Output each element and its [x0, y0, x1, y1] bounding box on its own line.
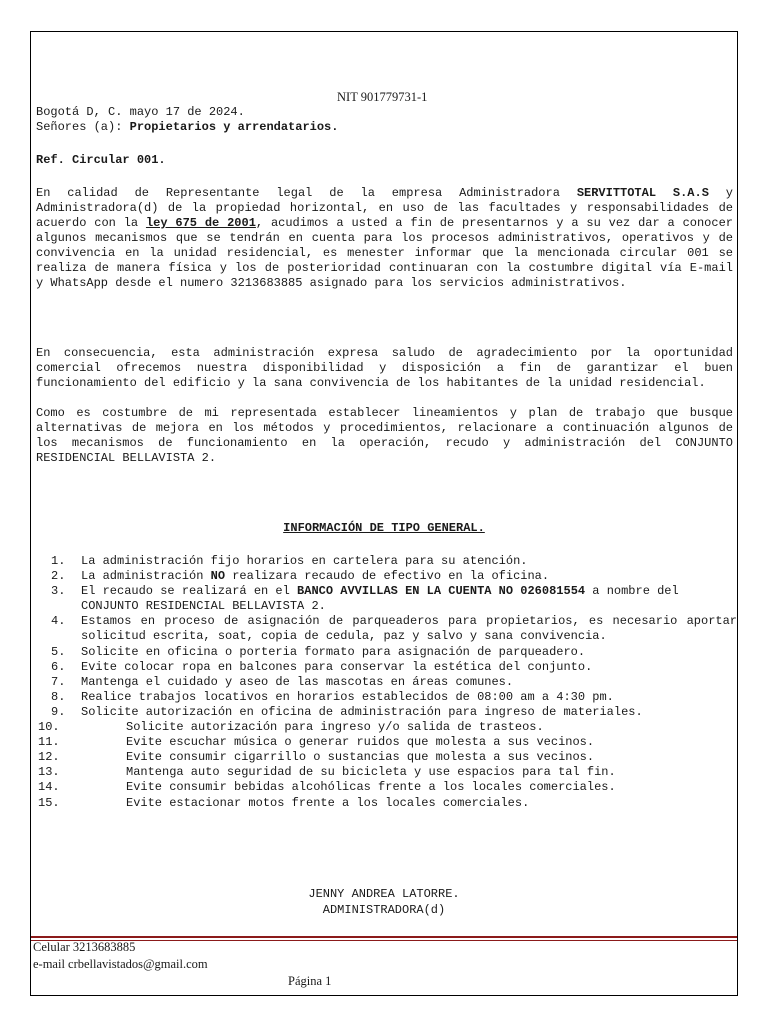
paragraph-intro [36, 186, 733, 291]
addressee-prefix: Señores (a): [36, 120, 130, 134]
list-item-text: Realice trabajos locativos en horarios establecidos de 08:00 am a 4:30 pm. [81, 689, 614, 704]
section-title: INFORMACIÓN DE TIPO GENERAL. [283, 521, 485, 535]
list-item-text: Evite estacionar motos frente a los locales comerciales. [126, 795, 530, 810]
list-item-number: 15. [38, 795, 60, 810]
list-item [31, 660, 737, 675]
list-item-text: a nombre del CONJUNTO RESIDENCIAL BELLAVISTA 2. [81, 584, 679, 614]
list-item-number: 13. [38, 765, 60, 780]
list-item [31, 705, 737, 720]
list-item-number: 14. [38, 780, 60, 795]
paragraph-intro-text-c: , acudimos a usted a fin de presentarnos y a su vez dar a conocer algunos mecanismos que se tendrán en cuenta para los procesos administrativos, operativos y de convivencia en la unidad residencial, es menester informar que la mencionada circular 001 se realiza de manera física y los de posterioridad continuaran con la costumbre digital vía E-mail y WhatsApp desde el numero 3213683885 asignado para los servicios administrativos. [36, 216, 733, 290]
list-item-text: realizara recaudo de efectivo en la oficina. [225, 569, 550, 584]
list-item-number: 3. [51, 584, 66, 599]
list-item [31, 765, 737, 780]
footer-rule-thin [31, 940, 737, 941]
list-item-number: 8. [51, 689, 66, 704]
list-item-text: Estamos en proceso de asignación de parqueaderos para propietarios, es necesario aportar solicitud escrita, soat, copia de cedula, paz y salvo y sana convivencia. [81, 614, 737, 644]
list-item [31, 780, 737, 795]
list-item-text: Mantenga el cuidado y aseo de las mascotas en áreas comunes. [81, 674, 514, 689]
list-item-number: 4. [51, 614, 66, 629]
list-item-text: Evite escuchar música o generar ruidos que molesta a sus vecinos. [126, 735, 595, 750]
paragraph-consequence: En consecuencia, esta administración expresa saludo de agradecimiento por la oportunidad comercial ofrecemos nuestra disponibilidad y disposición a fin de garantizar el buen funcionamiento del edificio y la sana convivencia de los habitantes de la unidad residencial. [36, 346, 733, 390]
list-item-number: 7. [51, 674, 66, 689]
paragraph-intro-text-b: y Administradora(d) de la propiedad horizontal, en uso de las facultades y responsabilidades de acuerdo con la [36, 186, 734, 230]
list-item-text: Evite consumir cigarrillo o sustancias que molesta a sus vecinos. [126, 750, 595, 765]
list-item [31, 554, 737, 569]
list-item [31, 690, 737, 705]
list-item-number: 6. [51, 659, 66, 674]
footer-rule [31, 936, 737, 938]
list-item [31, 614, 737, 644]
list-item [31, 675, 737, 690]
document-page [30, 31, 738, 996]
list-item-text: Solicite en oficina o porteria formato para asignación de parqueadero. [81, 644, 586, 659]
law-reference: ley 675 de 2001 [145, 216, 256, 230]
list-item [31, 750, 737, 765]
page-number: Página 1 [288, 974, 332, 988]
letter-header [36, 105, 338, 135]
list-item-number: 9. [51, 704, 66, 719]
list-item-text: Solicite autorización para ingreso y/o salida de trasteos. [126, 720, 544, 735]
list-item-text: Solicite autorización en oficina de administración para ingreso de materiales. [81, 704, 643, 719]
list-item [31, 569, 737, 584]
list-item-number: 2. [51, 569, 66, 584]
list-item-number: 11. [38, 735, 60, 750]
signature-role: ADMINISTRADORA(d) [322, 903, 446, 917]
footer-email: e-mail crbellavistados@gmail.com [33, 957, 208, 971]
list-item-number: 1. [51, 554, 66, 568]
list-item-text: Evite colocar ropa en balcones para conservar la estética del conjunto. [81, 659, 593, 674]
list-item [31, 720, 737, 735]
list-item [31, 645, 737, 660]
company-name: SERVITTOTAL S.A.S [576, 186, 709, 200]
list-item-emphasis: NO [210, 569, 226, 584]
list-item-text: La administración fijo horarios en cartelera para su atención. [81, 554, 528, 568]
list-item [31, 735, 737, 750]
list-item-text: El recaudo se realizará en el [81, 584, 298, 599]
list-item-number: 5. [51, 644, 66, 659]
list-item [31, 796, 737, 811]
addressee: Propietarios y arrendatarios. [129, 120, 339, 134]
list-item-text: Mantenga auto seguridad de su bicicleta y use espacios para tal fin. [126, 765, 616, 780]
paragraph-intro-text-a: En calidad de Representante legal de la empresa Administradora [36, 186, 577, 200]
bank-account: BANCO AVVILLAS EN LA CUENTA NO 026081554 [297, 584, 586, 599]
signature-name: JENNY ANDREA LATORRE. [308, 887, 460, 901]
nit-number: NIT 901779731-1 [337, 90, 428, 104]
list-item-text: La administración [81, 569, 211, 584]
list-item [31, 584, 737, 614]
rules-list [31, 554, 737, 811]
list-item-number: 10. [38, 720, 60, 735]
list-item-number: 12. [38, 750, 60, 765]
reference-line: Ref. Circular 001. [36, 153, 166, 167]
footer-phone: Celular 3213683885 [33, 940, 136, 954]
date-line: Bogotá D, C. mayo 17 de 2024. [36, 105, 245, 119]
list-item-text: Evite consumir bebidas alcohólicas frente a los locales comerciales. [126, 780, 616, 795]
paragraph-guidelines: Como es costumbre de mi representada establecer lineamientos y plan de trabajo que busque alternativas de mejora en los métodos y procedimientos, relacionare a continuación algunos de los mecanismos de funcionamiento en la operación, recudo y administración del CONJUNTO RESIDENCIAL BELLAVISTA 2. [36, 406, 733, 465]
